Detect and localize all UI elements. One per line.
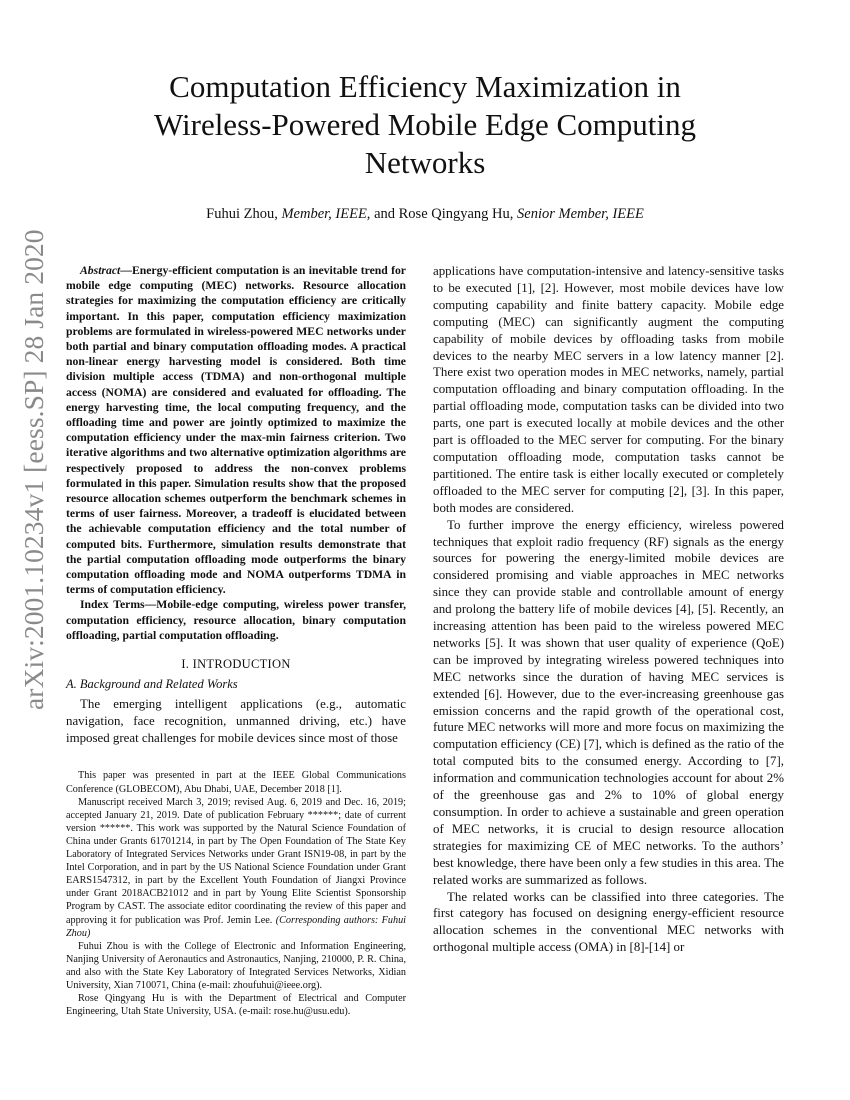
author-2: and Rose Qingyang Hu,: [374, 206, 514, 222]
arxiv-identifier-text: arXiv:2001.10234v1 [eess.SP] 28 Jan 2020: [18, 229, 49, 710]
index-terms-text: —Mobile-edge computing, wireless power transfer, computation efficiency, resource allocation, binary computation offloading, partial computation offloading.: [66, 598, 406, 642]
left-column: [66, 263, 406, 1018]
footnotes: [66, 769, 406, 1018]
right-paragraph-3: The related works can be classified into three categories. The first category has focused on designing energy-efficient resource allocation schemes in the conventional MEC networks with orthogonal multiple access (OMA) in [8]-[14] or: [433, 889, 784, 955]
author-1-role: Member, IEEE,: [281, 206, 371, 222]
intro-paragraph: The emerging intelligent applications (e.g., automatic navigation, face recognition, unmanned driving, etc.) have imposed great challenges for mobile devices since most of those: [66, 697, 406, 746]
author-1: Fuhui Zhou,: [206, 206, 278, 222]
footnote-conference: This paper was presented in part at the IEEE Global Communications Conference (GLOBECOM), Abu Dhabi, UAE, December 2018 [1].: [66, 770, 406, 795]
footnote-manuscript: [66, 796, 406, 940]
index-terms-label: Index Terms: [80, 598, 145, 612]
author-2-role: Senior Member, IEEE: [517, 206, 644, 222]
title-line-1: Computation Efficiency Maximization in: [169, 69, 681, 104]
footnote-manuscript-text: Manuscript received March 3, 2019; revised Aug. 6, 2019 and Dec. 16, 2019; accepted January 21, 2019. Date of publication February ******; date of current version ******. This work was supported by the Natural Science Foundation of China under Grants 61701214, in part by The Open Foundation of The State Key Laboratory of Integrated Services Networks under Grant ISN19-08, in part by the Intel Corporation, and in part by the US National Science Foundation under Grant EARS1547312, in part by the Excellent Youth Foundation of Jiangxi Province under Grant 2018ACB21012 and in part by Young Elite Scientist Sponsorship Program by CAST. The associate editor coordinating the review of this paper and approving it for publication was Prof. Jemin Lee.: [66, 796, 406, 926]
abstract: [66, 263, 406, 597]
footnote-author-2: Rose Qingyang Hu is with the Department of Electrical and Computer Engineering, Utah State University, USA. (e-mail: rose.hu@usu.edu).: [66, 993, 406, 1018]
title-line-3: Networks: [364, 145, 486, 180]
right-paragraph-2: To further improve the energy efficiency, wireless powered techniques that exploit radio frequency (RF) signals as the energy sources for powering the energy-limited mobile devices are considered promising and viable approaches in MEC networks since they can provide stable and controllable amount of energy and prolong the battery life of mobile devices [4], [5]. Recently, an increasing attention has been paid to the wireless powered MEC networks [5]. It was shown that user quality of experience (QoE) can be improved by integrating wireless powered techniques into MEC networks since the duration of having MEC services is extended [6]. However, due to the ever-increasing greenhouse gas emission concerns and the rapid growth of the operational cost, future MEC networks will more and more focus on maximizing the computation efficiency (CE) [7], which is defined as the ratio of the total computed bits to the consumed energy. According to [7], information and communication technologies account for about 2% of the greenhouse gas and 2% to 10% of global energy consumption. In order to achieve a sustainable and green operation of MEC networks, it is crucial to design resource allocation strategies for maximizing CE of MEC networks. To the authors’ best knowledge, there have been only a few studies in this area. The related works are summarized as follows.: [433, 517, 784, 887]
index-terms: [66, 597, 406, 643]
title-line-2: Wireless-Powered Mobile Edge Computing: [153, 107, 696, 142]
footnote-corresponding: (Corresponding authors: Fuhui Zhou): [66, 914, 407, 939]
right-paragraph-1: applications have computation-intensive and latency-sensitive tasks to be executed [1], [2]. However, most mobile devices have low computing capability and finite battery capacity. Mobile edge computing (MEC) can significantly augment the computing capability of mobile devices by offloading tasks from mobile devices to the nearby MEC servers in a low latency manner [2]. There exist two operation modes in MEC networks, namely, partial computation offloading and binary computation offloading. In the partial offloading mode, computation tasks can be divided into two parts, one part is executed locally at mobile devices and the other part is offloaded to the MEC server for computing. For the binary computation offloading mode, computation tasks cannot be partitioned. The entire task is either locally executed or completely offloaded to the MEC server for computing [2], [3]. In this paper, both modes are considered.: [433, 264, 784, 515]
subsection-heading: A. Background and Related Works: [66, 677, 238, 692]
paper-title: [60, 68, 790, 182]
abstract-text: —Energy-efficient computation is an inevitable trend for mobile edge computing (MEC) networks. Resource allocation strategies for maximizing the computation efficiency are critically important. In this paper, computation efficiency maximization problems are formulated in wireless-powered MEC networks under both partial and binary computation offloading modes. A practical non-linear energy harvesting model is considered. Both time division multiple access (TDMA) and non-orthogonal multiple access (NOMA) are considered and evaluated for offloading. The energy harvesting time, the local computing frequency, and the offloading time and power are jointly optimized to maximize the computation efficiency under the max-min fairness criterion. Two iterative algorithms and two alternative optimization algorithms are respectively proposed to address the non-convex problems formulated in this paper. Simulation results show that the proposed resource allocation schemes outperform the benchmark schemes in terms of user fairness. Moreover, a tradeoff is elucidated between the achievable computation efficiency and the total number of computed bits. Furthermore, simulation results demonstrate that the partial computation offloading mode outperforms the binary computation offloading mode and NOMA outperforms TDMA in terms of computation efficiency.: [66, 264, 406, 597]
section-heading: I. INTRODUCTION: [181, 657, 291, 672]
abstract-label: Abstract: [80, 264, 121, 277]
footnote-author-1: Fuhui Zhou is with the College of Electronic and Information Engineering, Nanjing University of Aeronautics and Astronautics, Nanjing, 210000, P. R. China, and also with the State Key Laboratory of Integrated Services Networks, Xidian University, Xian 710071, China (e-mail: zhoufuhui@ieee.org).: [66, 940, 406, 991]
author-line: [60, 204, 790, 224]
right-column: [433, 263, 784, 956]
